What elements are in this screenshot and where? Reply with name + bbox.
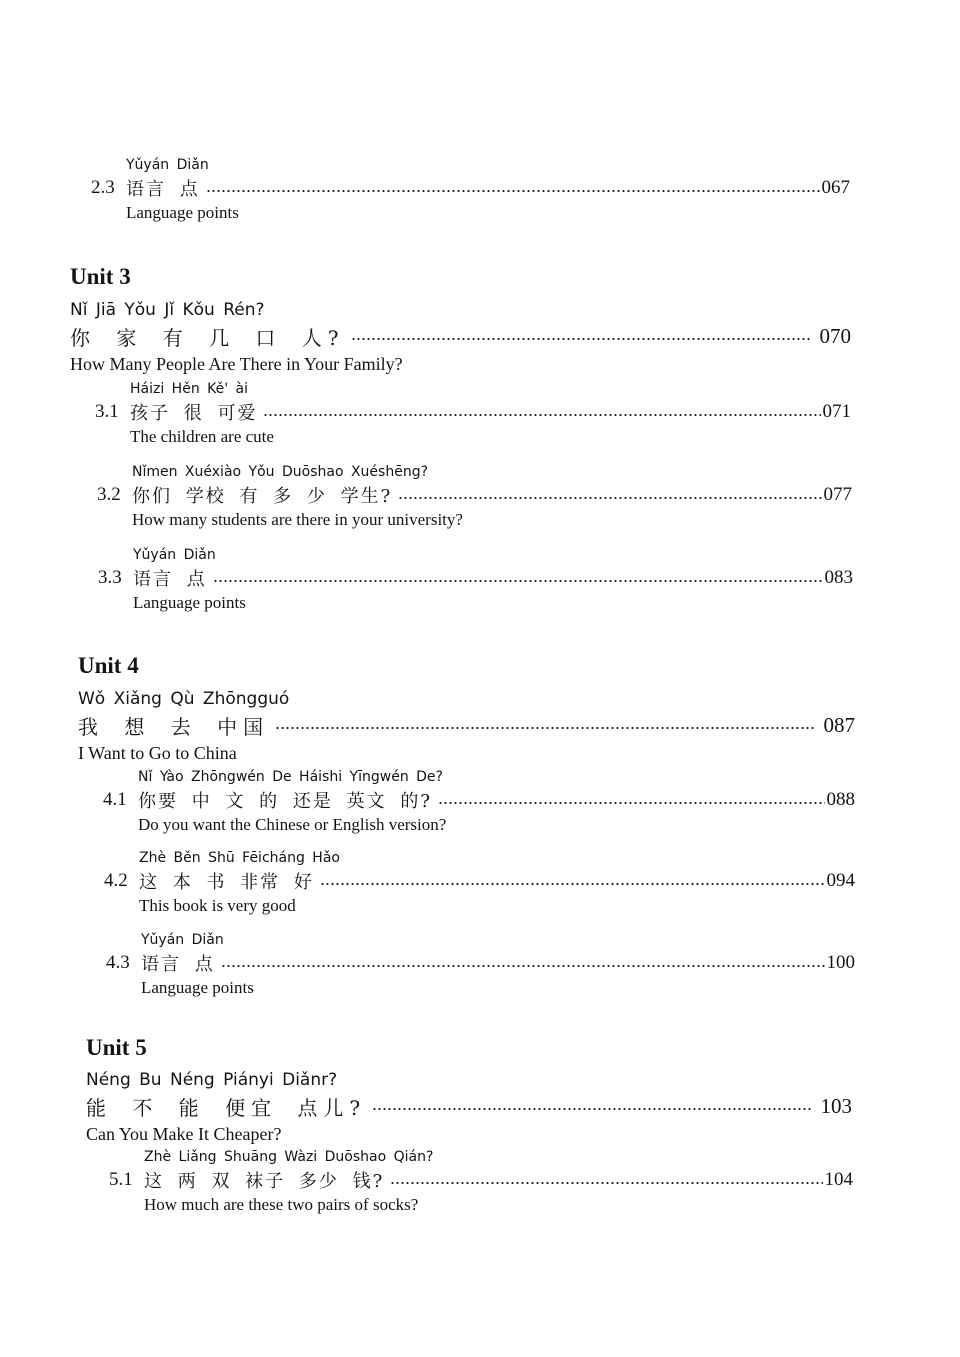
toc-unit-5 [86,1068,852,1148]
dot-leader [206,189,820,193]
section-title-english: Language points [141,978,254,997]
section-number: 3.1 [95,401,119,422]
toc-section-5-1 [109,1147,853,1217]
unit-line [78,711,855,739]
section-pinyin: Nǐmen Xuéxiào Yǒu Duōshao Xuéshēng? [132,464,429,480]
section-number: 3.2 [97,484,121,505]
toc-section-3-1 [95,379,851,449]
section-pinyin: Yǔyán Diǎn [133,547,216,563]
unit-heading: Unit 4 [78,653,139,678]
page-number: 071 [822,401,851,422]
unit-pinyin: Wǒ Xiǎng Qù Zhōngguó [78,689,290,709]
section-number: 4.2 [104,870,128,891]
section-title-chinese: 语言 点 [141,954,215,975]
section-title-english: Do you want the Chinese or English version? [138,815,447,834]
dot-leader [398,496,821,500]
section-title-english: This book is very good [139,896,296,915]
page-number: 087 [823,712,855,737]
section-title-english: Language points [133,593,246,612]
dot-leader [221,964,825,968]
section-title-chinese: 孩子 很 可爱 [130,403,258,424]
section-line [104,868,855,894]
unit-heading: Unit 5 [86,1035,147,1060]
page-number: 067 [821,177,850,198]
section-pinyin: Nǐ Yào Zhōngwén De Háishi Yīngwén De? [138,769,443,785]
toc-section-4-3 [106,930,855,1000]
toc-section-4-1 [103,767,855,837]
section-pinyin: Yǔyán Diǎn [126,157,209,173]
dot-leader [438,801,825,805]
unit-title-english: How Many People Are There in Your Family? [70,354,403,374]
unit-line [86,1092,852,1120]
unit-line [70,322,851,350]
section-number: 5.1 [109,1169,133,1190]
section-line [109,1167,853,1193]
unit-title-english: I Want to Go to China [78,743,237,763]
section-title-english: Language points [126,203,239,222]
section-line [106,950,855,976]
page-number: 077 [823,484,852,505]
unit-title-chinese: 能 不 能 便宜 点儿? [86,1095,367,1120]
unit-heading: Unit 3 [70,264,131,289]
unit-title-chinese: 我 想 去 中国 [78,714,270,739]
page-number: 070 [819,323,851,348]
unit-title-chinese: 你 家 有 几 口 人? [70,325,345,350]
section-title-chinese: 你要 中 文 的 还是 英文 的? [138,791,432,812]
section-pinyin: Zhè Liǎng Shuāng Wàzi Duōshao Qián? [144,1149,434,1165]
section-title-chinese: 这 本 书 非常 好 [139,872,314,893]
section-title-english: The children are cute [130,427,274,446]
page-number: 094 [826,870,855,891]
toc-unit-4 [78,687,855,767]
dot-leader [390,1181,822,1185]
section-line [103,787,855,813]
dot-leader [213,579,823,583]
page-number: 104 [824,1169,853,1190]
section-line [95,399,851,425]
unit-title-english: Can You Make It Cheaper? [86,1124,282,1144]
section-number: 2.3 [91,177,115,198]
section-line [98,565,853,591]
toc-section-3-2 [97,462,852,532]
toc-section-3-3 [98,545,853,615]
section-number: 4.3 [106,952,130,973]
section-pinyin: Zhè Běn Shū Fēicháng Hǎo [139,850,340,866]
section-number: 4.1 [103,789,127,810]
section-title-chinese: 这 两 双 袜子 多少 钱? [144,1171,385,1192]
section-number: 3.3 [98,567,122,588]
dot-leader [263,413,820,417]
section-line [97,482,852,508]
section-title-chinese: 语言 点 [133,569,207,590]
section-pinyin: Háizi Hěn Kě' ài [130,381,249,397]
unit-pinyin: Néng Bu Néng Piányi Diǎnr? [86,1070,338,1090]
section-title-english: How much are these two pairs of socks? [144,1195,419,1214]
section-line [91,175,850,201]
section-title-chinese: 你们 学校 有 多 少 学生? [132,486,393,507]
section-pinyin: Yǔyán Diǎn [141,932,224,948]
dot-leader [320,882,825,886]
page-number: 100 [826,952,855,973]
section-title-english: How many students are there in your university? [132,510,463,529]
page-number: 103 [820,1093,852,1118]
toc-unit-3 [70,298,851,378]
page-number: 088 [826,789,855,810]
section-title-chinese: 语言 点 [126,179,200,200]
dot-leader [275,726,815,730]
page-number: 083 [824,567,853,588]
dot-leader [351,337,812,341]
unit-pinyin: Nǐ Jiā Yǒu Jǐ Kǒu Rén? [70,300,265,320]
toc-section-4-2 [104,848,855,918]
dot-leader [372,1107,812,1111]
toc-section-2-3 [91,155,850,225]
